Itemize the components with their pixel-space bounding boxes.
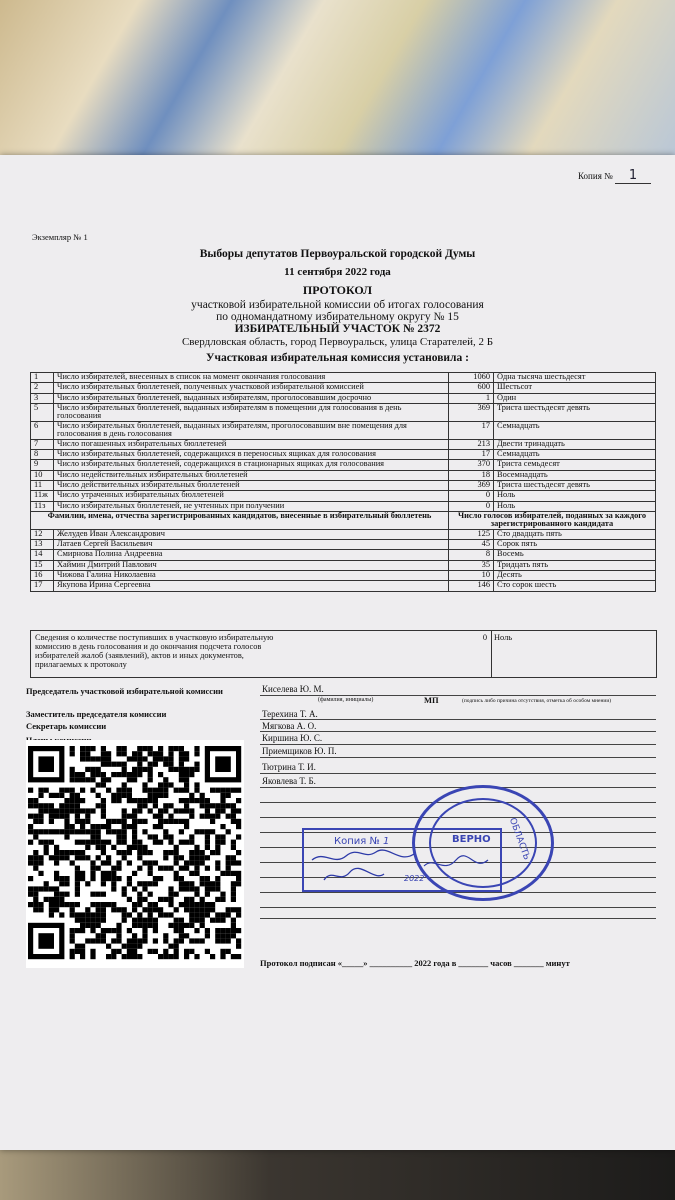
election-title: Выборы депутатов Первоуральской городской Думы xyxy=(199,248,476,260)
seal-place: МП xyxy=(424,695,439,705)
row-label: Число избирателей, внесенных в список на момент окончания голосования xyxy=(54,373,449,383)
member-name: Киршина Ю. С. xyxy=(262,733,323,743)
signature-line xyxy=(260,731,656,732)
row-value: 1060 xyxy=(449,373,494,383)
protocol-subtitle-2: по одномандатному избирательному округу № 15 xyxy=(216,311,459,323)
row-number: 6 xyxy=(31,421,54,439)
results-table xyxy=(30,372,656,592)
row-label: Число избирательных бюллетеней, полученных участковой избирательной комиссией xyxy=(54,383,449,393)
row-value: 369 xyxy=(449,403,494,421)
row-value-words: Триста семьдесят xyxy=(494,460,656,470)
candidates-header-right: Число голосов избирателей, поданных за каждого зарегистрированного кандидата xyxy=(449,511,656,529)
table-row xyxy=(31,481,656,491)
protocol-subtitle-1: участковой избирательной комиссии об итогах голосования xyxy=(191,299,484,311)
complaints-words-cell xyxy=(490,630,657,678)
member-name: Мягкова А. О. xyxy=(262,721,317,731)
row-number: 10 xyxy=(31,470,54,480)
member-name: Яковлева Т. Б. xyxy=(262,776,316,786)
table-row xyxy=(31,450,656,460)
election-date: 11 сентября 2022 года xyxy=(284,266,391,278)
row-number: 3 xyxy=(31,393,54,403)
chairman-label: Председатель участковой избирательной комиссии xyxy=(26,686,223,696)
copy-stamp-verno: ВЕРНО xyxy=(452,834,491,845)
row-value-words: Ноль xyxy=(494,491,656,501)
row-label: Число недействительных избирательных бюллетеней xyxy=(54,470,449,480)
table-row xyxy=(31,403,656,421)
row-number: 7 xyxy=(31,439,54,449)
table-row xyxy=(31,501,656,511)
instance-label: Экземпляр № 1 xyxy=(32,232,88,242)
table-row xyxy=(31,439,656,449)
row-number: 9 xyxy=(31,460,54,470)
row-number: 11з xyxy=(31,501,54,511)
row-number: 5 xyxy=(31,403,54,421)
member-name: Тютрина Т. И. xyxy=(262,762,316,772)
candidate-votes-words: Сто сорок шесть xyxy=(494,581,656,591)
signature-line xyxy=(260,773,656,774)
row-label: Число утраченных избирательных бюллетеней xyxy=(54,491,449,501)
table-row xyxy=(31,470,656,480)
deputy-label: Заместитель председателя комиссии xyxy=(26,709,167,719)
secretary-label: Секретарь комиссии xyxy=(26,721,107,731)
member-name: Терехина Т. А. xyxy=(262,709,318,719)
candidate-row xyxy=(31,529,656,539)
row-value: 17 xyxy=(449,450,494,460)
seal-text: ОБЛАСТЬ xyxy=(506,816,532,862)
signature-line xyxy=(260,757,656,758)
row-label: Число погашенных избирательных бюллетеней xyxy=(54,439,449,449)
row-number: 1 xyxy=(31,373,54,383)
row-value-words: Ноль xyxy=(494,501,656,511)
table-row xyxy=(31,421,656,439)
chairman-line xyxy=(260,695,656,696)
table-row xyxy=(31,491,656,501)
candidate-number: 16 xyxy=(31,570,54,580)
row-value: 0 xyxy=(449,501,494,511)
row-value: 0 xyxy=(449,491,494,501)
handwritten-signature xyxy=(304,830,500,890)
candidate-votes: 146 xyxy=(449,581,494,591)
copy-number: Копия № 1 xyxy=(578,168,651,183)
signature-hint: (подпись либо причина отсутствия, отметка об особом мнении) xyxy=(462,698,612,704)
candidate-number: 17 xyxy=(31,581,54,591)
candidate-name: Чижова Галина Николаевна xyxy=(54,570,449,580)
signature-line xyxy=(260,918,656,919)
complaints-cell xyxy=(30,630,492,678)
table-row xyxy=(31,373,656,383)
candidate-votes: 45 xyxy=(449,540,494,550)
row-value: 600 xyxy=(449,383,494,393)
row-value: 17 xyxy=(449,421,494,439)
candidates-header-left: Фамилии, имена, отчества зарегистрированных кандидатов, внесенные в избирательный бюллетень xyxy=(31,511,449,529)
candidate-name: Смирнова Полина Андреевна xyxy=(54,550,449,560)
candidate-votes-words: Восемь xyxy=(494,550,656,560)
member-name: Приемщиков Ю. П. xyxy=(262,746,337,756)
row-number: 2 xyxy=(31,383,54,393)
background-fabric xyxy=(0,0,675,170)
candidate-row xyxy=(31,540,656,550)
row-value-words: Триста шестьдесят девять xyxy=(494,481,656,491)
table-row xyxy=(31,393,656,403)
row-value-words: Семнадцать xyxy=(494,421,656,439)
signature-line xyxy=(260,719,656,720)
copy-stamp-title: Копия № 1 xyxy=(334,836,390,847)
row-value-words: Один xyxy=(494,393,656,403)
candidate-name: Латаев Сергей Васильевич xyxy=(54,540,449,550)
candidate-row xyxy=(31,570,656,580)
signature-line xyxy=(260,744,656,745)
row-value-words: Шестьсот xyxy=(494,383,656,393)
row-label: Число избирательных бюллетеней, содержащихся в переносных ящиках для голосования xyxy=(54,450,449,460)
protocol-heading: ПРОТОКОЛ xyxy=(302,283,373,297)
row-value: 213 xyxy=(449,439,494,449)
precinct-title: ИЗБИРАТЕЛЬНЫЙ УЧАСТОК № 2372 xyxy=(234,323,441,335)
row-label: Число действительных избирательных бюллетеней xyxy=(54,481,449,491)
row-value: 370 xyxy=(449,460,494,470)
row-label: Число избирательных бюллетеней, содержащихся в стационарных ящиках для голосования xyxy=(54,460,449,470)
candidate-number: 14 xyxy=(31,550,54,560)
copy-stamp xyxy=(302,828,502,892)
qr-code xyxy=(26,740,244,968)
row-label: Число избирательных бюллетеней, выданных избирателям в помещении для голосования в день голосования xyxy=(54,403,449,421)
row-label: Число избирательных бюллетеней, не учтенных при получении xyxy=(54,501,449,511)
candidate-votes-words: Сто двадцать пять xyxy=(494,529,656,539)
row-label: Число избирательных бюллетеней, выданных избирателям, проголосовавшим досрочно xyxy=(54,393,449,403)
candidate-votes: 8 xyxy=(449,550,494,560)
row-value-words: Восемнадцать xyxy=(494,470,656,480)
copy-stamp-date: 2022 xyxy=(404,874,425,883)
candidate-row xyxy=(31,581,656,591)
row-number: 11ж xyxy=(31,491,54,501)
candidate-name: Хаймин Дмитрий Павлович xyxy=(54,560,449,570)
candidate-name: Желудев Иван Александрович xyxy=(54,529,449,539)
candidate-row xyxy=(31,560,656,570)
row-number: 8 xyxy=(31,450,54,460)
row-value: 18 xyxy=(449,470,494,480)
row-value-words: Семнадцать xyxy=(494,450,656,460)
qr-code-graphic xyxy=(26,740,244,968)
background-floor xyxy=(0,1145,675,1200)
row-value-words: Триста шестьдесят девять xyxy=(494,403,656,421)
candidate-votes-words: Тридцать пять xyxy=(494,560,656,570)
candidate-row xyxy=(31,550,656,560)
complaints-value: 0 xyxy=(482,633,487,642)
candidates-header xyxy=(31,511,656,529)
row-label: Число избирательных бюллетеней, выданных избирателям, проголосовавшим вне помещения для голосования в день голосования xyxy=(54,421,449,439)
row-value: 369 xyxy=(449,481,494,491)
row-value: 1 xyxy=(449,393,494,403)
row-value-words: Двести тринадцать xyxy=(494,439,656,449)
signed-line: Протокол подписан «_____» __________ 2022 года в _______ часов _______ минут xyxy=(260,958,570,968)
commission-established: Участковая избирательная комиссия установила : xyxy=(206,352,469,364)
candidate-number: 12 xyxy=(31,529,54,539)
candidate-votes: 10 xyxy=(449,570,494,580)
signature-line xyxy=(260,907,656,908)
table-row xyxy=(31,460,656,470)
candidate-name: Якупова Ирина Сергеевна xyxy=(54,581,449,591)
candidate-votes: 125 xyxy=(449,529,494,539)
candidate-number: 15 xyxy=(31,560,54,570)
candidate-votes-words: Сорок пять xyxy=(494,540,656,550)
table-row xyxy=(31,383,656,393)
candidate-votes: 35 xyxy=(449,560,494,570)
row-value-words: Одна тысяча шестьдесят xyxy=(494,373,656,383)
complaints-text: Сведения о количестве поступивших в участковую избирательную комиссию в день голосования и до окончания подсчета голосов избирателей жалоб (заявлений), актов и иных документов, прилагаемых к протоколу xyxy=(35,633,274,669)
complaints-words: Ноль xyxy=(494,633,513,642)
chairman-name: Киселева Ю. М. xyxy=(262,684,324,694)
candidate-number: 13 xyxy=(31,540,54,550)
names-hint: (фамилия, инициалы) xyxy=(318,697,374,703)
candidate-votes-words: Десять xyxy=(494,570,656,580)
precinct-address: Свердловская область, город Первоуральск, улица Старателей, 2 Б xyxy=(181,336,494,348)
row-number: 11 xyxy=(31,481,54,491)
